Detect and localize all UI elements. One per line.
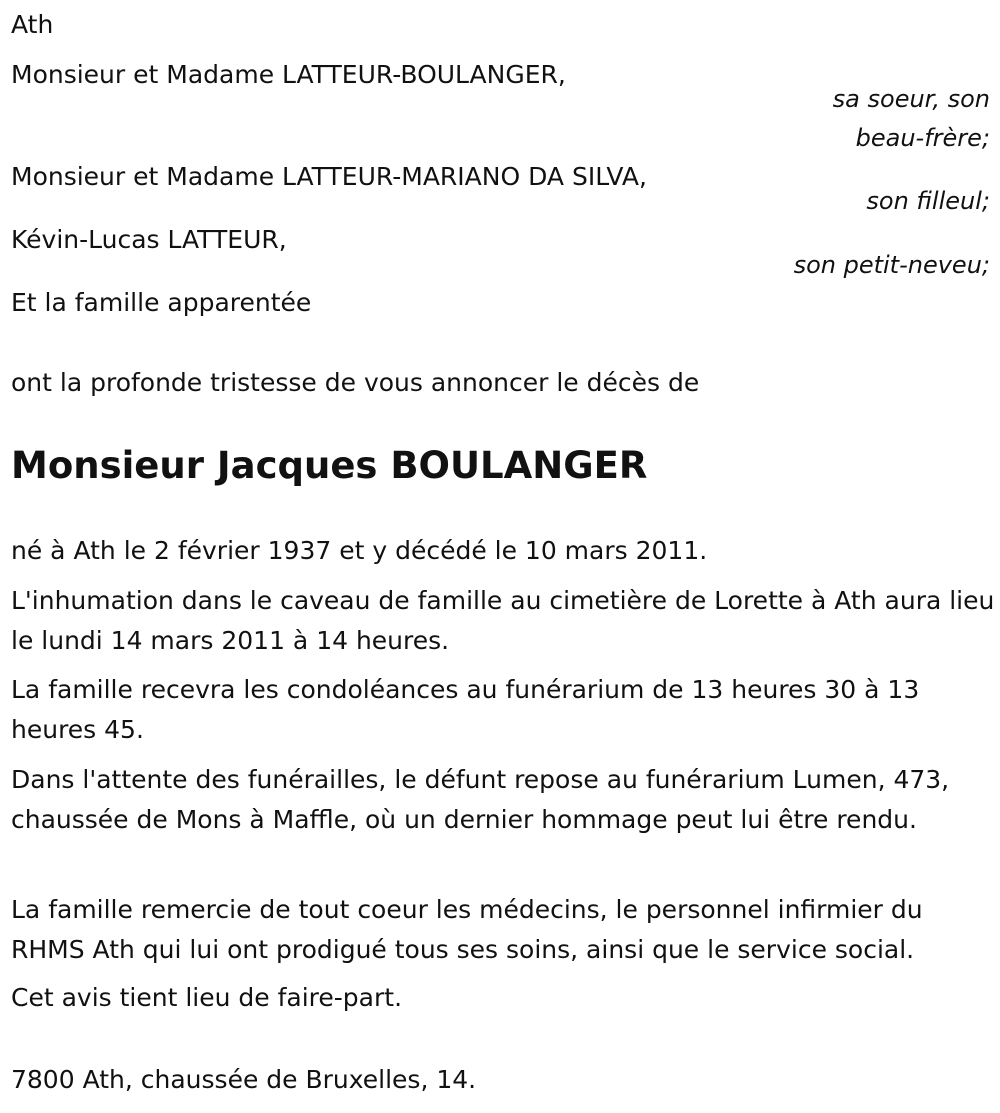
family-member-2-name: Monsieur et Madame LATTEUR-MARIANO DA SILVA,: [11, 162, 647, 191]
family-member-2-relation: son filleul;: [866, 187, 990, 215]
paragraph-funerarium: Dans l'attente des funérailles, le défunt repose au funérarium Lumen, 473, chaussée de Mons à Maffle, où un dernier hommage peut lui être rendu.: [11, 765, 950, 834]
paragraph-thanks: La famille remercie de tout coeur les médecins, le personnel infirmier du RHMS Ath qui lui ont prodigué tous ses soins, ainsi que le service social.: [11, 895, 923, 964]
header-city: Ath: [11, 10, 54, 39]
family-member-1-relation-line1: sa soeur, son: [832, 85, 990, 113]
address: 7800 Ath, chaussée de Bruxelles, 14.: [11, 1065, 477, 1094]
family-member-4-name: Et la famille apparentée: [11, 288, 312, 317]
deceased-name: Monsieur Jacques BOULANGER: [11, 444, 648, 487]
family-member-3-relation: son petit-neveu;: [793, 251, 990, 279]
paragraph-condolences: La famille recevra les condoléances au funérarium de 13 heures 30 à 13 heures 45.: [11, 675, 920, 744]
family-member-1-name: Monsieur et Madame LATTEUR-BOULANGER,: [11, 60, 566, 89]
paragraph-notice: Cet avis tient lieu de faire-part.: [11, 983, 403, 1012]
family-member-3-name: Kévin-Lucas LATTEUR,: [11, 225, 287, 254]
announcement-text: ont la profonde tristesse de vous annoncer le décès de: [11, 368, 700, 397]
family-member-1-relation-line2: beau-frère;: [855, 124, 990, 152]
paragraph-burial: L'inhumation dans le caveau de famille au cimetière de Lorette à Ath aura lieu le lundi 14 mars 2011 à 14 heures.: [11, 586, 995, 655]
paragraph-birth-death: né à Ath le 2 février 1937 et y décédé le 10 mars 2011.: [11, 536, 708, 565]
